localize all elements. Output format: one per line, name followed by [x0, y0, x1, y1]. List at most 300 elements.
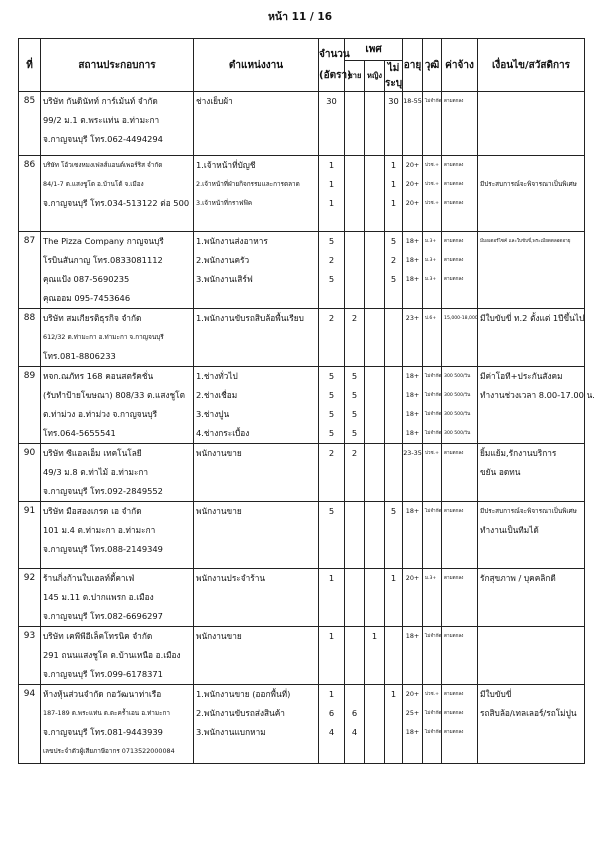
company-cell [41, 502, 194, 569]
page-title: หน้า 11 / 16 [267, 11, 333, 23]
condition-line: รถสิบล้อ/เทลเลอร์/รถโม่ปูน [480, 708, 577, 718]
conditions-cell [478, 309, 585, 367]
position-cell [194, 309, 319, 367]
company-line: 101 ม.4 ต.ท่ามะกา อ.ท่ามะกา [43, 525, 156, 535]
header-conditions: เงื่อนไข/สวัสดิการ [478, 39, 585, 92]
any-cell [385, 569, 403, 627]
edu-value: ปวช.+ [425, 163, 439, 168]
header-position: ตำแหน่งงาน [194, 39, 319, 92]
any-cell [385, 92, 403, 156]
age-cell [403, 502, 423, 569]
any-cell [385, 627, 403, 685]
condition-line: ทำงานเป็นทีมได้ [480, 525, 539, 535]
edu-value: ไม่จำกัด [425, 509, 442, 514]
any-value [385, 386, 402, 405]
age-cell [403, 627, 423, 685]
company-line: บริษัท ซีแอลเอ็ม เทคโนโลยี [43, 448, 142, 458]
total-value: 30 [326, 96, 337, 106]
female-value [365, 232, 384, 251]
row-number [19, 92, 41, 156]
row-number-text: 90 [23, 448, 36, 458]
position-line: ช่างเย็บผ้า [196, 96, 233, 106]
any-cell [385, 502, 403, 569]
company-line: จ.กาญจนบุรี โทร.082-6696297 [43, 611, 163, 621]
total-value: 5 [328, 236, 335, 246]
wage-value: ตามตกลง [444, 99, 464, 104]
female-cell [365, 309, 385, 367]
wage-value: 300 500/วัน [444, 412, 471, 417]
wage-value: ตามตกลง [444, 692, 464, 697]
total-cell [319, 444, 345, 502]
female-value [365, 386, 384, 405]
condition-line [480, 405, 584, 424]
male-cell [345, 685, 365, 764]
company-line: จ.กาญจนบุรี โทร.081-9443939 [43, 727, 163, 737]
any-value [385, 723, 402, 742]
female-cell [365, 232, 385, 309]
company-line: บริษัท สมเกียรติธุรกิจ จำกัด [43, 313, 142, 323]
wage-value: ตามตกลง [444, 239, 464, 244]
header-no: ที่ [19, 39, 41, 92]
edu-cell [423, 156, 442, 232]
edu-value: ไม่จำกัด [425, 634, 442, 639]
company-cell [41, 309, 194, 367]
age-value: 20+ [405, 574, 420, 582]
male-cell [345, 502, 365, 569]
company-line: โทร.064-5655541 [43, 428, 116, 438]
condition-line: มีใบขับขี่ ท.2 ตั้งแต่ 1ปีขึ้นไป [480, 313, 585, 323]
company-line: 291 ถนนแสงชูโต ต.บ้านเหนือ อ.เมือง [43, 650, 181, 660]
edu-value: ปวช.+ [425, 451, 439, 456]
company-line: 84/1-7 ต.แสงชูโต อ.บ้านโต้ จ.เมือง [43, 180, 144, 188]
conditions-cell [478, 156, 585, 232]
wage-value: ตามตกลง [444, 201, 464, 206]
wage-value: ตามตกลง [444, 451, 464, 456]
row-number-text: 91 [23, 506, 36, 516]
wage-cell [442, 367, 478, 444]
wage-value: ตามตกลง [444, 576, 464, 581]
wage-value: 300 500/วัน [444, 393, 471, 398]
female-value [365, 175, 384, 194]
female-value [365, 309, 384, 328]
wage-cell [442, 232, 478, 309]
age-value: 18+ [405, 391, 420, 399]
conditions-cell [478, 367, 595, 444]
age-value: 20+ [405, 161, 420, 169]
company-line: บริษัท กันดินัทท์ การ์เม้นท์ จำกัด [43, 96, 158, 106]
age-value: 18+ [405, 429, 420, 437]
total-value: 5 [328, 390, 335, 400]
any-value: 1 [390, 689, 397, 699]
position-line: 3.ช่างปูน [196, 409, 230, 419]
edu-value: ไม่จำกัด [425, 730, 442, 735]
female-cell [365, 627, 385, 685]
position-line: 1.พนักงานขับรถสิบล้อพื้นเรียบ [196, 313, 304, 323]
table-row [19, 569, 585, 627]
company-cell [41, 232, 194, 309]
any-value: 1 [390, 179, 397, 189]
total-cell [319, 569, 345, 627]
company-cell [41, 685, 194, 764]
total-cell [319, 627, 345, 685]
age-value: 18+ [405, 256, 420, 264]
position-cell [194, 232, 319, 309]
conditions-cell [478, 569, 585, 627]
edu-cell [423, 309, 442, 367]
female-value: 1 [371, 631, 378, 641]
row-number-text: 86 [23, 160, 36, 170]
company-line: ร้านกิ่งก้านใบเฮลท์ตี้คาเฟ่ [43, 573, 135, 583]
row-number-text: 92 [23, 573, 36, 583]
edu-value: ไม่จำกัด [425, 374, 442, 379]
total-value: 2 [328, 448, 335, 458]
age-cell [403, 569, 423, 627]
any-value [385, 424, 402, 443]
age-cell [403, 92, 423, 156]
total-cell [319, 367, 345, 444]
age-value: 23-35 [403, 449, 422, 457]
condition-line: มีประสบการณ์จะพิจารณาเป็นพิเศษ [480, 507, 577, 515]
company-cell [41, 569, 194, 627]
edu-value: ม.3+ [425, 239, 437, 244]
wage-cell [442, 444, 478, 502]
condition-line [480, 424, 584, 443]
wage-cell [442, 309, 478, 367]
position-line: พนักงานขาย [196, 506, 242, 516]
edu-cell [423, 92, 442, 156]
company-line: จ.กาญจนบุรี โทร.092-2849552 [43, 486, 163, 496]
table-row [19, 444, 585, 502]
condition-line: รักสุขภาพ / บุคคลิกดี [480, 573, 556, 583]
any-value: 30 [388, 96, 399, 106]
any-value: 5 [390, 236, 397, 246]
header-wage: ค่าจ้าง [442, 39, 478, 92]
age-value: 18+ [405, 410, 420, 418]
wage-value: 15,000-18,000 [444, 316, 478, 321]
age-value: 18+ [405, 372, 420, 380]
age-value: 18+ [405, 507, 420, 515]
row-number [19, 685, 41, 764]
header-age: อายุ [403, 39, 423, 92]
header-edu: วุฒิ [423, 39, 442, 92]
edu-value: ม.3+ [425, 576, 437, 581]
company-cell [41, 367, 194, 444]
position-cell [194, 92, 319, 156]
total-value: 4 [328, 727, 335, 737]
female-cell [365, 569, 385, 627]
male-value [345, 175, 364, 194]
male-value [345, 270, 364, 289]
male-value: 2 [351, 313, 358, 323]
male-value [345, 685, 364, 704]
position-line: 1.ช่างทั่วไป [196, 371, 238, 381]
conditions-cell [478, 444, 585, 502]
any-cell [385, 156, 403, 232]
row-number [19, 232, 41, 309]
company-line: บริษัท โอ้วเซงหมงเฟลส์แอนด์เพอร์ริส จำกัด [43, 161, 163, 169]
row-number-text: 94 [23, 689, 36, 699]
age-value: 25+ [405, 709, 420, 717]
wage-cell [442, 92, 478, 156]
any-cell [385, 367, 403, 444]
wage-value: ตามตกลง [444, 730, 464, 735]
male-value [345, 251, 364, 270]
company-line: จ.กาญจนบุรี โทร.034-513122 ต่อ 500 [43, 198, 190, 208]
any-value: 5 [390, 506, 397, 516]
any-value: 5 [390, 274, 397, 284]
edu-value: ม.3+ [425, 277, 437, 282]
female-value [365, 502, 384, 521]
company-line: คุณออม 095-7453646 [43, 293, 131, 303]
edu-cell [423, 627, 442, 685]
any-cell [385, 309, 403, 367]
male-value: 2 [351, 448, 358, 458]
company-line: 612/32 ต.ท่ามะกา อ.ท่ามะกา จ.กาญจนบุรี [43, 333, 164, 341]
wage-value: ตามตกลง [444, 163, 464, 168]
age-cell [403, 232, 423, 309]
any-value: 1 [390, 198, 397, 208]
total-value: 1 [328, 573, 335, 583]
total-value: 6 [328, 708, 335, 718]
any-value: 1 [390, 160, 397, 170]
age-cell [403, 367, 423, 444]
male-cell [345, 569, 365, 627]
company-line: (รับทำป้ายโฆษณา) 808/33 ต.แสงชูโต [43, 390, 185, 400]
edu-value: ปวช.+ [425, 201, 439, 206]
wage-value: ตามตกลง [444, 182, 464, 187]
condition-line: ยิ้มแย้ม,รักงานบริการ [480, 448, 557, 458]
total-value: 5 [328, 506, 335, 516]
any-value [385, 444, 402, 463]
age-value: 18+ [405, 728, 420, 736]
male-value: 4 [351, 727, 358, 737]
company-line: 145 ม.11 ต.ปากแพรก อ.เมือง [43, 592, 154, 602]
edu-cell [423, 569, 442, 627]
position-line: 1.พนักงานส่งอาหาร [196, 236, 268, 246]
edu-value: ไม่จำกัด [425, 393, 442, 398]
row-number-text: 87 [23, 236, 36, 246]
female-cell [365, 367, 385, 444]
female-value [365, 569, 384, 588]
position-cell [194, 685, 319, 764]
company-line: บริษัท มือสองเกรด เอ จำกัด [43, 506, 142, 516]
female-value [365, 704, 384, 723]
any-value [385, 309, 402, 328]
wage-cell [442, 502, 478, 569]
table-row [19, 502, 585, 569]
company-line: หจก.ณภัทร 168 คอนสตรัคชั่น [43, 371, 154, 381]
male-cell [345, 156, 365, 232]
position-cell [194, 156, 319, 232]
age-value: 20+ [405, 199, 420, 207]
male-cell [345, 232, 365, 309]
header-gender: เพศ [345, 39, 403, 61]
female-value [365, 723, 384, 742]
wage-value: ตามตกลง [444, 711, 464, 716]
company-line: โรบินสันกาญ โทร.0833081112 [43, 255, 163, 265]
edu-value: ป.6+ [425, 316, 437, 321]
table-row [19, 232, 585, 309]
any-value [385, 405, 402, 424]
wage-cell [442, 627, 478, 685]
female-value [365, 194, 384, 213]
female-cell [365, 444, 385, 502]
row-number [19, 367, 41, 444]
edu-cell [423, 685, 442, 764]
condition-line [480, 251, 584, 270]
company-line: บริษัท เคพีพีอีเล็คโทรนิค จำกัด [43, 631, 153, 641]
edu-cell [423, 232, 442, 309]
condition-line [480, 194, 584, 213]
male-value [345, 627, 364, 646]
position-line: 3.พนักงานแบกหาม [196, 727, 266, 737]
company-line: จ.กาญจนบุรี โทร.088-2149349 [43, 544, 163, 554]
male-value: 5 [351, 390, 358, 400]
position-line: 2.พนักงานขับรถส่งสินค้า [196, 708, 285, 718]
female-value [365, 424, 384, 443]
total-value: 1 [328, 689, 335, 699]
condition-line: มีมอเตอร์ไซค์ และใบขับขี่,พระเมียดตลอดอายุ [480, 239, 571, 244]
total-cell [319, 232, 345, 309]
condition-line [480, 92, 584, 111]
male-cell [345, 92, 365, 156]
female-value [365, 685, 384, 704]
position-line: 4.ช่างกระเบื้อง [196, 428, 250, 438]
row-number [19, 502, 41, 569]
table-row [19, 367, 585, 444]
age-cell [403, 309, 423, 367]
age-value: 18+ [405, 275, 420, 283]
conditions-cell [478, 92, 585, 156]
age-value: 20+ [405, 690, 420, 698]
male-value: 5 [351, 409, 358, 419]
female-value [365, 367, 384, 386]
header-total [319, 39, 352, 92]
row-number [19, 309, 41, 367]
any-value: 2 [390, 255, 397, 265]
female-value [365, 251, 384, 270]
condition-line: มีใบขับขี่ [480, 689, 512, 699]
total-value: 2 [328, 255, 335, 265]
total-value: 5 [328, 409, 335, 419]
header-female: หญิง [365, 61, 385, 92]
edu-cell [423, 502, 442, 569]
total-cell [319, 156, 345, 232]
company-line: คุณแป้ง 087-5690235 [43, 274, 130, 284]
wage-value: 300 500/วัน [444, 374, 471, 379]
edu-value: ไม่จำกัด [425, 412, 442, 417]
company-line: ห้างหุ้นส่วนจำกัด กอวัฒนาท่าเรือ [43, 689, 162, 699]
header-male: ชาย [345, 61, 365, 92]
table-row [19, 309, 585, 367]
female-cell [365, 156, 385, 232]
position-line: 3.พนักงานเสิร์ฟ [196, 274, 253, 284]
total-value: 1 [328, 179, 335, 189]
male-value: 5 [351, 371, 358, 381]
position-line: พนักงานประจำร้าน [196, 573, 266, 583]
total-cell [319, 92, 345, 156]
age-value: 18+ [405, 632, 420, 640]
row-number [19, 444, 41, 502]
male-value [345, 194, 364, 213]
condition-line [480, 270, 584, 289]
position-line: 1.พนักงานขาย (ออกพื้นที่) [196, 689, 291, 699]
position-line: 1.เจ้าหน้าที่บัญชี [196, 160, 256, 170]
company-cell [41, 156, 194, 232]
row-number-text: 93 [23, 631, 36, 641]
edu-value: ไม่จำกัด [425, 431, 442, 436]
edu-value: ม.3+ [425, 258, 437, 263]
age-value: 23+ [405, 314, 420, 322]
position-line: 2.พนักงานครัว [196, 255, 250, 265]
header-total-label: จำนวน [319, 49, 350, 60]
company-line: ต.ท่าม่วง อ.ท่าม่วง จ.กาญจนบุรี [43, 409, 158, 419]
condition-line [480, 627, 584, 646]
row-number-text: 88 [23, 313, 36, 323]
position-line: พนักงานขาย [196, 448, 242, 458]
total-value: 1 [328, 198, 335, 208]
any-value [385, 704, 402, 723]
position-cell [194, 367, 319, 444]
edu-value: ไม่จำกัด [425, 99, 442, 104]
male-value: 6 [351, 708, 358, 718]
table-body [19, 92, 595, 764]
company-line: จ.กาญจนบุรี โทร.062-4494294 [43, 134, 163, 144]
conditions-cell [478, 502, 585, 569]
position-cell [194, 627, 319, 685]
condition-line [480, 156, 584, 175]
company-line: 49/3 ม.8 ต.ท่าไม้ อ.ท่ามะกา [43, 467, 149, 477]
total-value: 1 [328, 631, 335, 641]
wage-value: ตามตกลง [444, 634, 464, 639]
header-company: สถานประกอบการ [41, 39, 194, 92]
header-any: ไม่ระบุ [385, 61, 403, 92]
wage-cell [442, 569, 478, 627]
male-cell [345, 367, 365, 444]
age-cell [403, 156, 423, 232]
male-cell [345, 444, 365, 502]
any-value [385, 627, 402, 646]
female-cell [365, 92, 385, 156]
company-line: เลขประจำตัวผู้เสียภาษีอากร 0713522000084 [43, 747, 175, 755]
jobs-table [18, 38, 595, 764]
condition-line: ทำงานช่วงเวลา 8.00-17.00 น. [480, 390, 595, 400]
table-row [19, 92, 585, 156]
female-cell [365, 502, 385, 569]
table-row [19, 156, 585, 232]
table-row [19, 627, 585, 685]
any-value: 1 [390, 573, 397, 583]
condition-line: ขยัน อดทน [480, 467, 521, 477]
total-value: 1 [328, 160, 335, 170]
position-cell [194, 444, 319, 502]
edu-value: ไม่จำกัด [425, 711, 442, 716]
female-value [365, 92, 384, 111]
any-cell [385, 685, 403, 764]
male-cell [345, 309, 365, 367]
header-total-unit: (อัตรา) [319, 70, 352, 81]
male-value [345, 156, 364, 175]
row-number [19, 156, 41, 232]
female-value [365, 270, 384, 289]
position-line: พนักงานขาย [196, 631, 242, 641]
position-line: 2.ช่างเชื่อม [196, 390, 238, 400]
total-cell [319, 502, 345, 569]
wage-value: ตามตกลง [444, 509, 464, 514]
male-cell [345, 627, 365, 685]
wage-cell [442, 685, 478, 764]
total-value: 5 [328, 274, 335, 284]
